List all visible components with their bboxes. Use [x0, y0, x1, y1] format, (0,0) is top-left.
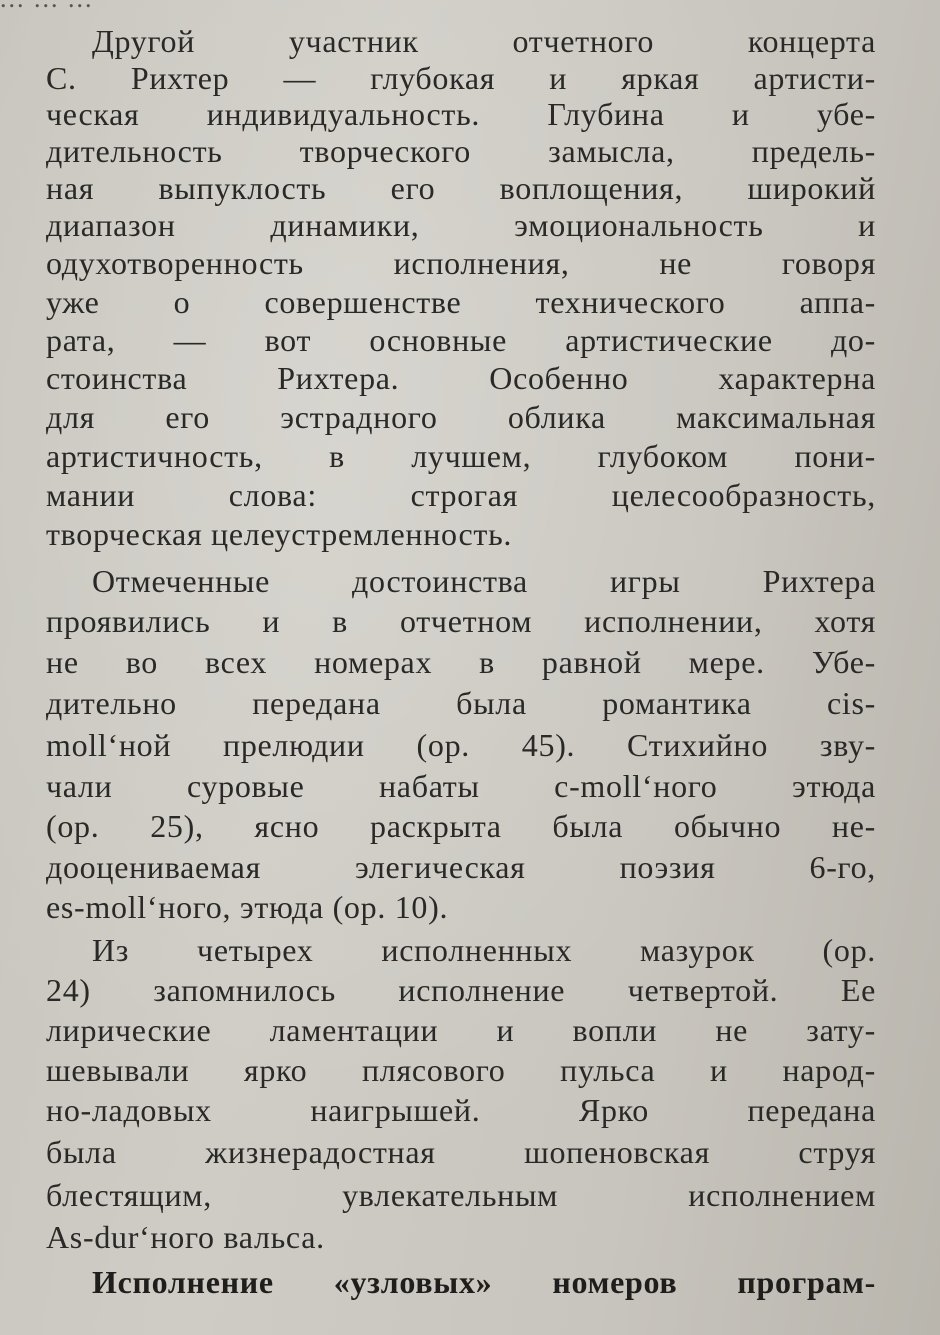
paragraph-2-line-3: не во всех номерах в равной мере. Убе- — [46, 644, 876, 680]
paragraph-3-line-4: шевывали ярко плясового пульса и народ- — [46, 1052, 876, 1088]
paragraph-3-line-6: была жизнерадостная шопеновская струя — [46, 1134, 876, 1170]
paragraph-3-line-2: 24) запомнилось исполнение четвертой. Ее — [46, 972, 876, 1008]
paragraph-3-line-7: блестящим, увлекательным исполнением — [46, 1177, 876, 1213]
paragraph-1-line-4: дительность творческого замысла, предель- — [46, 133, 876, 169]
paragraph-1-line-14: творческая целеустремленность. — [46, 516, 513, 552]
paragraph-1-line-8: уже о совершенстве технического аппа- — [46, 284, 876, 320]
cut-off-line-text — [0, 0, 940, 4]
paragraph-1-line-12: артистичность, в лучшем, глубоком пони- — [46, 438, 876, 474]
paragraph-2-line-5: moll‘ной прелюдии (op. 45). Стихийно зву- — [46, 727, 876, 763]
paragraph-1-line-11: для его эстрадного облика максимальная — [46, 399, 876, 435]
paragraph-3-line-5: но-ладовых наигрышей. Ярко передана — [46, 1092, 876, 1128]
paragraph-1-line-5: ная выпуклость его воплощения, широкий — [46, 170, 876, 206]
paragraph-2-line-4: дительно передана была романтика cis- — [46, 685, 876, 721]
paragraph-2-line-9: es-moll‘ного, этюда (op. 10). — [46, 889, 449, 925]
paragraph-1-line-9: рата, — вот основные артистические до- — [46, 322, 876, 358]
paragraph-2-line-8: дооцениваемая элегическая поэзия 6-го, — [46, 849, 876, 885]
paragraph-1-line-1: Другой участник отчетного концерта — [92, 23, 876, 59]
paragraph-1-line-3: ческая индивидуальность. Глубина и убе- — [46, 96, 876, 132]
paragraph-1-line-2: С. Рихтер — глубокая и яркая артисти- — [46, 60, 876, 96]
paragraph-1-line-6: диапазон динамики, эмоциональность и — [46, 207, 876, 243]
cut-off-line — [0, 0, 940, 8]
paragraph-1-line-10: стоинства Рихтера. Особенно характерна — [46, 360, 876, 396]
paragraph-1-line-13: мании слова: строгая целесообразность, — [46, 477, 876, 513]
paragraph-2-line-7: (op. 25), ясно раскрыта была обычно не- — [46, 808, 876, 844]
paragraph-3-line-1: Из четырех исполненных мазурок (op. — [92, 932, 876, 968]
paragraph-2-line-1: Отмеченные достоинства игры Рихтера — [92, 563, 876, 599]
paragraph-3-line-3: лирические ламентации и вопли не зату- — [46, 1012, 876, 1048]
paragraph-2-line-6: чали суровые набаты c-moll‘ного этюда — [46, 768, 876, 804]
paragraph-2-line-2: проявились и в отчетном исполнении, хотя — [46, 603, 876, 639]
paragraph-1-line-7: одухотворенность исполнения, не говоря — [46, 245, 876, 281]
paragraph-4-line-1: Исполнение «узловых» номеров програм- — [92, 1264, 876, 1300]
paragraph-3-line-8: As-dur‘ного вальса. — [46, 1219, 325, 1255]
